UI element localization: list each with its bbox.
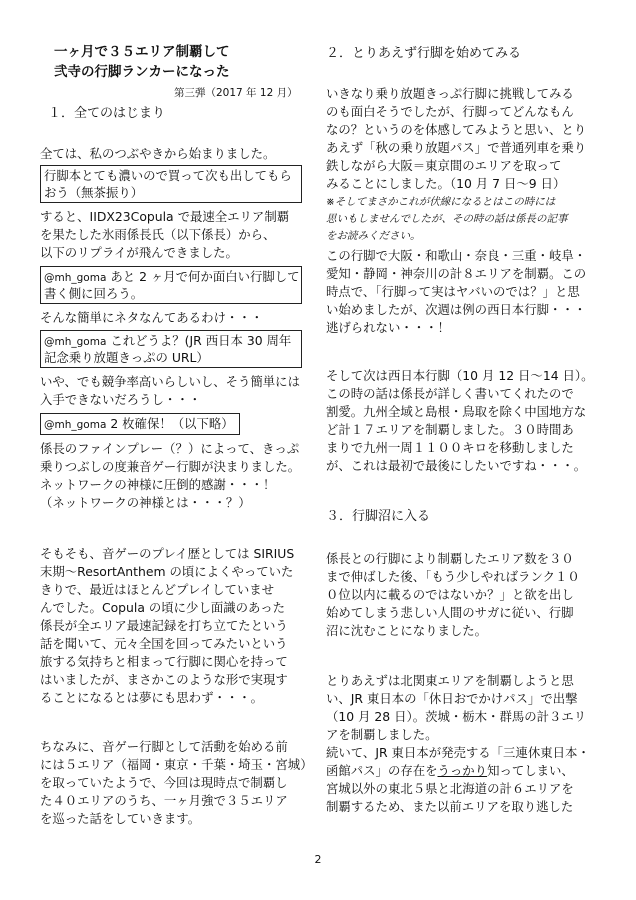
paragraph-line: ど計１７エリアを制覇しました。３０時間あ	[326, 422, 574, 437]
paragraph-line: 制覇するため、また以前エリアを取り逃した	[326, 799, 574, 814]
paragraph-line: のも面白そうでしたが、行脚ってどんなもん	[326, 104, 574, 119]
paragraph-line: を巡った話をしていきます。	[40, 811, 201, 826]
paragraph-line: なの？というのを体感してみようと思い、とり	[326, 122, 587, 137]
paragraph-line: 函館パス」の存在をうっかり知ってしまい、	[326, 763, 574, 778]
paragraph-line: を取っていたようで、今回は現時点で制覇し	[40, 775, 288, 790]
paragraph-line: い始めましたが、次週は例の西日本行脚・・・	[326, 302, 587, 317]
tweet-handle: @mh_goma	[44, 336, 107, 348]
title-line-1: 一ヶ月で３５エリア制覇して	[54, 44, 230, 60]
paragraph-line: とりあえずは北関東エリアを制覇しようと思	[326, 673, 574, 688]
paragraph-line: きりで、最近はほとんどプレイしていませ	[40, 582, 275, 597]
paragraph-line: いきなり乗り放題きっぷ行脚に挑戦してみる	[326, 86, 574, 101]
paragraph-line: この行脚で大阪・和歌山・奈良・三重・岐阜・	[326, 248, 587, 263]
paragraph-line: 末期～ResortAnthem の頃によくやっていた	[40, 564, 294, 579]
section-heading-1: １．全てのはじまり	[48, 106, 166, 121]
tweet-box-4: @mh_goma 2 枚確保！（以下略）	[40, 413, 240, 435]
tweet-box-2: @mh_goma あと 2 ヶ月で何か面白い行脚して 書く側に回ろう。	[40, 266, 302, 304]
paragraph-line: 係長が全エリア最速記録を打ち立てたという	[40, 618, 288, 633]
title-line-2: 弐寺の行脚ランカーになった	[54, 64, 230, 80]
paragraph-text: 全ては、私のつぶやきから始まりました。	[40, 146, 276, 161]
paragraph-line: あえず「秋の乗り放題パス」で普通列車を乗り	[326, 140, 587, 155]
paragraph-line: 乗りつぶしの度兼音ゲー行脚が決まりました。	[40, 459, 301, 474]
page-number: 2	[314, 853, 322, 866]
paragraph-line: アを制覇しました。	[326, 727, 438, 742]
paragraph-line: （ネットワークの神様とは・・・？）	[40, 495, 251, 510]
paragraph-line: ることになるとは夢にも思わず・・・。	[40, 690, 264, 705]
paragraph-line: には５エリア（福岡・東京・千葉・埼玉・宮城）	[40, 757, 313, 772]
paragraph-line: みることにしました。（10 月 7 日～9 日）	[326, 176, 566, 191]
paragraph-line: ちなみに、音ゲー行脚として活動を始める前	[40, 739, 288, 754]
paragraph-line: を果たした氷雨係長氏（以下係長）から、	[40, 227, 276, 242]
paragraph-line: 時点で、「行脚って実はヤバいのでは？」と思	[326, 284, 580, 299]
section-heading-2: ２．とりあえず行脚を始めてみる	[326, 46, 522, 61]
note-line: をお読みください。	[326, 230, 421, 242]
section-heading-3: ３．行脚沼に入る	[326, 509, 431, 524]
paragraph-line: そんな簡単にネタなんてあるわけ・・・	[40, 310, 264, 325]
paragraph-line: はいましたが、まさかこのような形で実現す	[40, 672, 288, 687]
underlined-text: うっかり	[437, 763, 488, 778]
paragraph-line: 割愛。九州全域と島根・鳥取を除く中国地方な	[326, 404, 587, 419]
paragraph-line: ネットワークの神様に圧倒的感謝・・・！	[40, 477, 276, 492]
paragraph-line: た４０エリアのうち、一ヶ月強で３５エリア	[40, 793, 288, 808]
paragraph-line: まで伸ばした後、「もう少しやればランク１０	[326, 569, 580, 584]
paragraph-line: 始めてしまう悲しい人間のサガに従い、行脚	[326, 605, 574, 620]
paragraph-line: い、JR 東日本の「休日おでかけパス」で出撃	[326, 691, 578, 706]
tweet-box-3: @mh_goma これどうよ？(JR 西日本 30 周年 記念乗り放題きっぷの URL）	[40, 330, 302, 368]
subtitle: 第三弾（2017 年 12 月）	[174, 87, 298, 99]
tweet-handle: @mh_goma	[44, 419, 107, 431]
paragraph-line: 逃げられない・・・！	[326, 320, 450, 335]
paragraph-line: 愛知・静岡・神奈川の計８エリアを制覇。この	[326, 266, 587, 281]
paragraph-line: （10 月 28 日）。茨城・栃木・群馬の計３エリ	[326, 709, 587, 724]
paragraph-line: 係長との行脚により制覇したエリア数を３０	[326, 551, 574, 566]
paragraph-line: そもそも、音ゲーのプレイ歴としては SIRIUS	[40, 546, 295, 561]
note-line: 思いもしませんでしたが、その時の話は係長の記事	[326, 213, 568, 225]
paragraph-line: この時の話は係長が詳しく書いてくれたので	[326, 386, 574, 401]
tweet-box-1: 行脚本とても濃いので買って次も出してもら おう（無茶振り）	[40, 165, 302, 203]
paragraph-line: が、これは最初で最後にしたいですね・・・。	[326, 458, 587, 473]
paragraph-line: いや、でも競争率高いらしいし、そう簡単には	[40, 374, 300, 389]
paragraph-line: すると、IIDX23Copula で最速全エリア制覇	[40, 209, 290, 224]
paragraph-line: 鉄しながら大阪＝東京間のエリアを取って	[326, 158, 562, 173]
paragraph-line: 沼に沈むことになりました。	[326, 623, 488, 638]
paragraph-line: んでした。Copula の頃に少し面識のあった	[40, 600, 286, 615]
paragraph-line: 話を聞いて、元々全国を回ってみたいという	[40, 636, 288, 651]
paragraph-line: 続いて、JR 東日本が発売する「三連休東日本・	[326, 745, 590, 760]
paragraph-line: 旅する気持ちと相まって行脚に関心を持って	[40, 654, 288, 669]
paragraph-line: 係長のファインプレー（？）によって、きっぷ	[40, 441, 300, 456]
note-line: ※そしてまさかこれが伏線になるとはこの時には	[326, 196, 556, 208]
paragraph-line: そして次は西日本行脚（10 月 12 日～14 日）。	[326, 368, 594, 383]
paragraph-line: 以下のリプライが飛んできました。	[40, 245, 238, 260]
paragraph-line: 入手できないだろうし・・・	[40, 392, 202, 407]
paragraph-line: ０位以内に載るのではないか？」と欲を出し	[326, 587, 574, 602]
tweet-handle: @mh_goma	[44, 272, 107, 284]
paragraph-line: 宮城以外の東北５県と北海道の計６エリアを	[326, 781, 574, 796]
paragraph-line: まりで九州一周１１００キロを移動しました	[326, 440, 574, 455]
